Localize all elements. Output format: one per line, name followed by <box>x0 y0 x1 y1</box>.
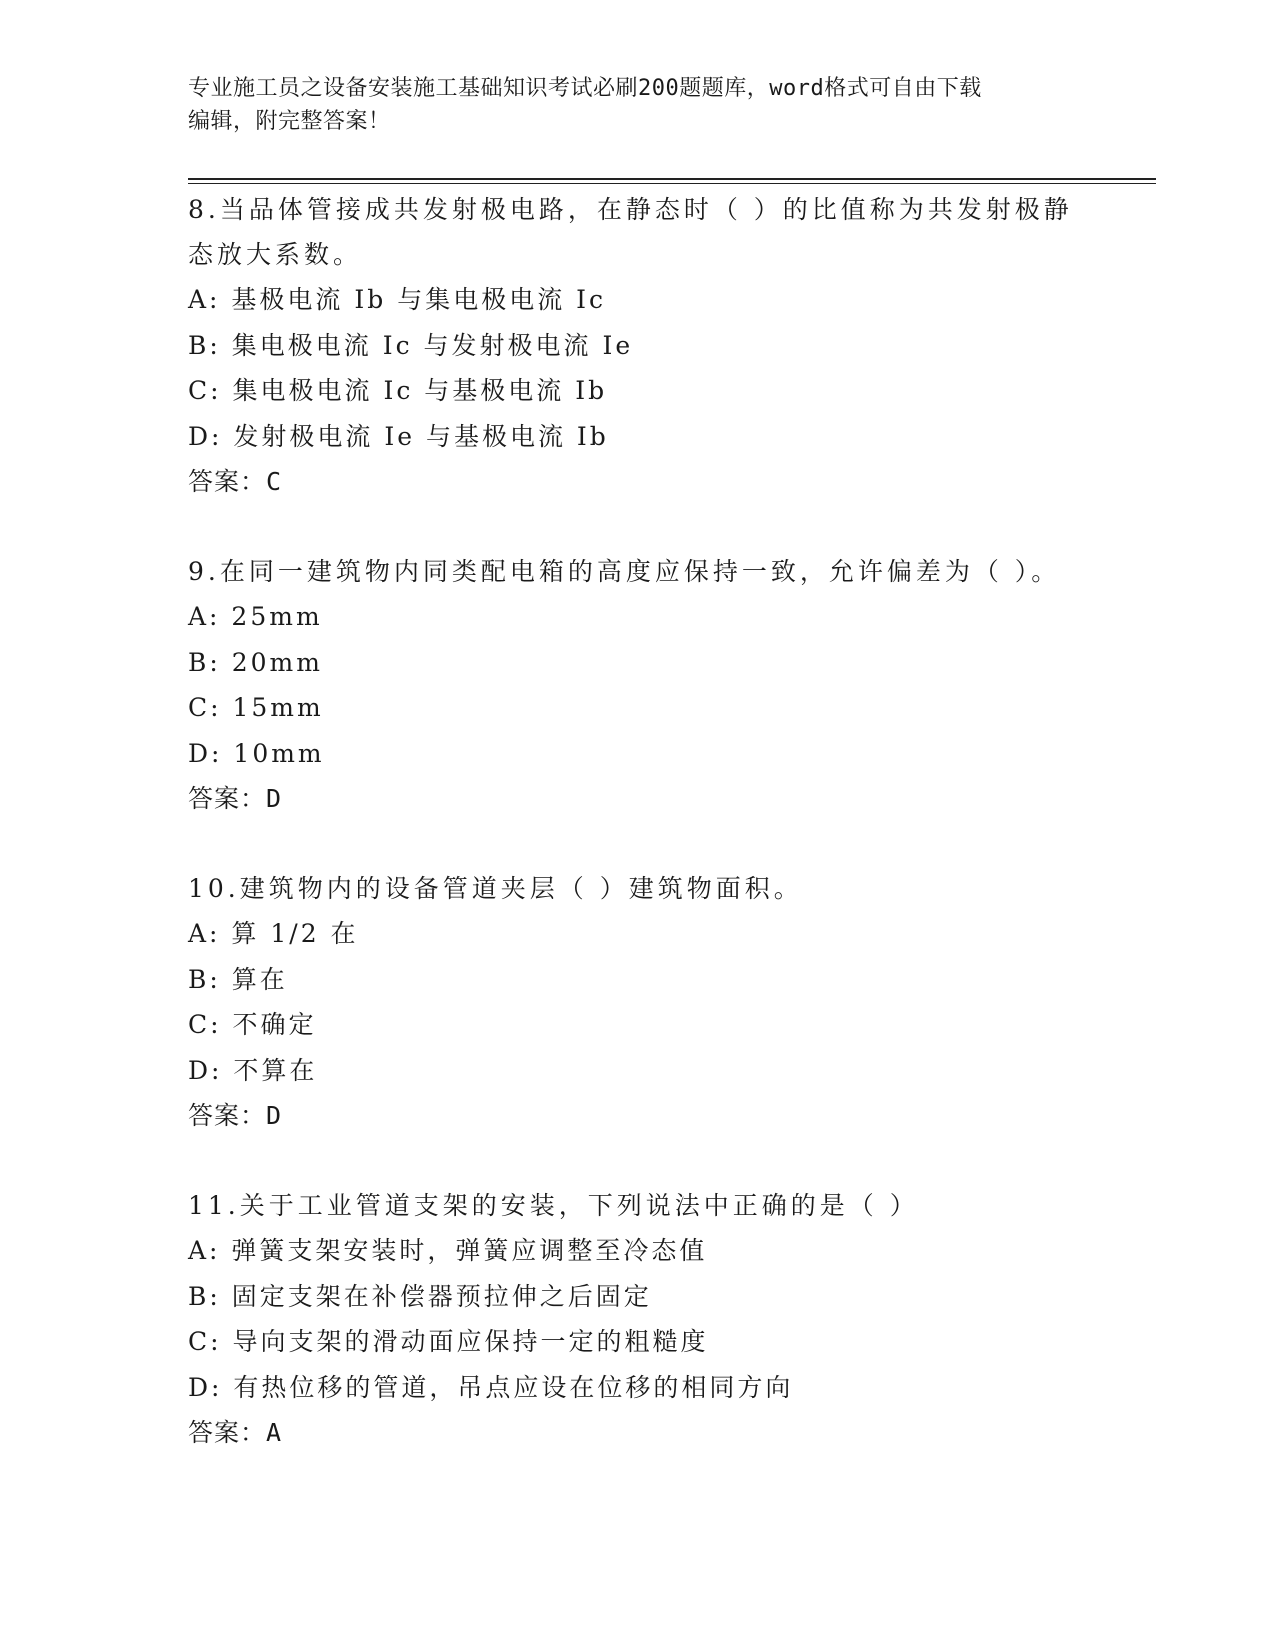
question-item <box>188 1183 1088 1455</box>
option-d: D: 不算在 <box>188 1055 318 1085</box>
stem-line: 10.建筑物内的设备管道夹层（ ）建筑物面积。 <box>188 874 803 903</box>
header-line: 编辑，附完整答案！ <box>188 109 391 134</box>
option-a: A: 基极电流 Ib 与集电极电流 Ic <box>188 285 607 314</box>
option-a: A: 弹簧支架安装时，弹簧应调整至冷态值 <box>188 1236 708 1265</box>
answer-label: 答案： <box>188 784 267 813</box>
question-stem <box>188 187 1088 277</box>
option-d: D: 有热位移的管道，吊点应设在位移的相同方向 <box>188 1372 794 1402</box>
question-stem <box>188 1183 1088 1228</box>
option-d: D: 发射极电流 Ie 与基极电流 Ib <box>188 421 609 451</box>
question-item <box>188 866 1088 1138</box>
answer-line <box>188 1410 1088 1455</box>
option-d: D: 10mm <box>188 738 325 768</box>
answer-value: A <box>266 1418 283 1447</box>
stem-line: 8.当品体管接成共发射极电路，在静态时（ ）的比值称为共发射极静 <box>188 195 1073 224</box>
document-header <box>188 72 1068 138</box>
answer-value: D <box>266 784 283 813</box>
answer-line <box>188 459 1088 504</box>
option-a: A: 算 1/2 在 <box>188 919 359 948</box>
question-item <box>188 187 1088 504</box>
option-b: B: 集电极电流 Ic 与发射极电流 Ie <box>188 330 634 360</box>
answer-value: D <box>266 1101 283 1130</box>
stem-line: 11.关于工业管道支架的安装，下列说法中正确的是（ ） <box>188 1191 919 1220</box>
option-c: C: 导向支架的滑动面应保持一定的粗糙度 <box>188 1327 709 1356</box>
question-item <box>188 549 1088 821</box>
stem-line: 态放大系数。 <box>188 240 363 269</box>
header-divider-thin <box>188 183 1156 184</box>
option-b: B: 固定支架在补偿器预拉伸之后固定 <box>188 1281 652 1311</box>
question-stem <box>188 866 1088 911</box>
answer-label: 答案： <box>188 1101 267 1130</box>
stem-line: 9.在同一建筑物内同类配电箱的高度应保持一致，允许偏差为（ ）。 <box>188 557 1061 586</box>
answer-label: 答案： <box>188 467 267 496</box>
question-stem <box>188 549 1088 594</box>
header-line: 专业施工员之设备安装施工基础知识考试必刷200题题库，word格式可自由下载 <box>188 76 982 101</box>
option-b: B: 算在 <box>188 964 288 994</box>
option-c: C: 集电极电流 Ic 与基极电流 Ib <box>188 376 608 405</box>
answer-line <box>188 776 1088 821</box>
option-a: A: 25mm <box>188 602 323 631</box>
option-c: C: 15mm <box>188 693 324 722</box>
header-divider <box>188 178 1156 180</box>
answer-line <box>188 1093 1088 1138</box>
option-b: B: 20mm <box>188 647 323 677</box>
answer-label: 答案： <box>188 1418 267 1447</box>
question-list <box>188 187 1088 1500</box>
answer-value: C <box>266 467 283 496</box>
option-c: C: 不确定 <box>188 1010 317 1039</box>
